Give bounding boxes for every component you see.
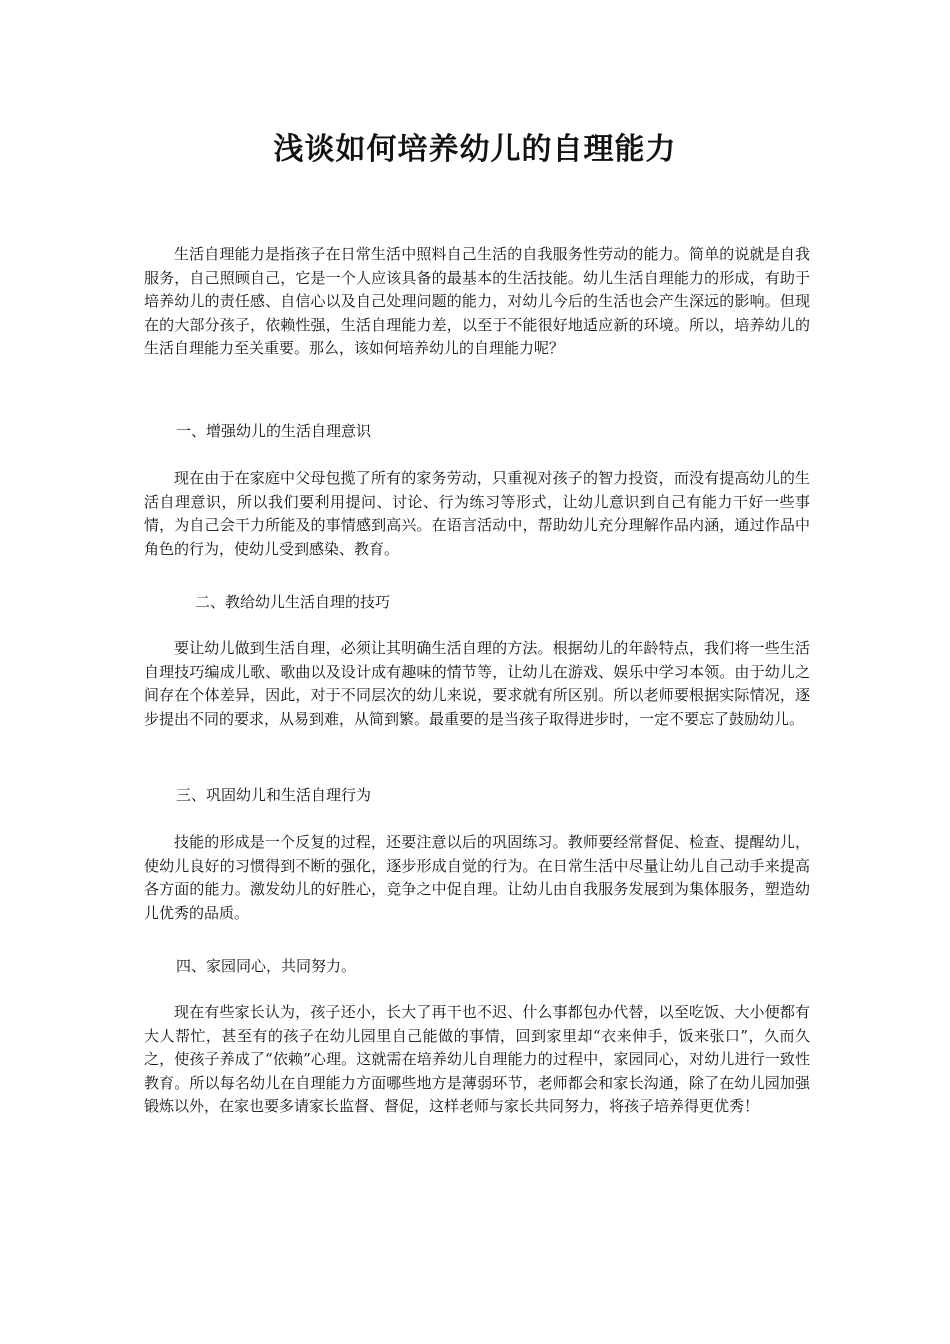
document-title: 浅谈如何培养幼儿的自理能力 <box>273 132 677 167</box>
section-heading-4: 四、家园同心，共同努力。 <box>176 957 357 975</box>
section-paragraph-3: 技能的形成是一个反复的过程，还要注意以后的巩固练习。教师要经常督促、检查、提醒幼儿，使幼儿良好的习惯得到不断的强化，逐步形成自觉的行为。在日常生活中尽量让幼儿自己动手来提高各方面的能力。激发幼儿的好胜心，竞争之中促自理。让幼儿由自我服务发展到为集体服务，塑造幼儿优秀的品质。 <box>144 833 810 922</box>
section-heading-2: 二、教给幼儿生活自理的技巧 <box>195 593 391 611</box>
section-heading-3: 三、巩固幼儿和生活自理行为 <box>176 786 372 804</box>
section-paragraph-1: 现在由于在家庭中父母包揽了所有的家务劳动，只重视对孩子的智力投资，而没有提高幼儿的生活自理意识，所以我们要利用提问、讨论、行为练习等形式，让幼儿意识到自己有能力干好一些事情，为自己会干力所能及的事情感到高兴。在语言活动中，帮助幼儿充分理解作品内涵，通过作品中角色的行为，使幼儿受到感染、教育。 <box>144 469 810 558</box>
section-paragraph-2: 要让幼儿做到生活自理，必须让其明确生活自理的方法。根据幼儿的年龄特点，我们将一些生活自理技巧编成儿歌、歌曲以及设计成有趣味的情节等，让幼儿在游戏、娱乐中学习本领。由于幼儿之间存在个体差异，因此，对于不同层次的幼儿来说，要求就有所区别。所以老师要根据实际情况，逐步提出不同的要求，从易到难，从简到繁。最重要的是当孩子取得进步时，一定不要忘了鼓励幼儿。 <box>144 639 810 728</box>
section-heading-1: 一、增强幼儿的生活自理意识 <box>176 422 372 440</box>
intro-paragraph: 生活自理能力是指孩子在日常生活中照料自己生活的自我服务性劳动的能力。简单的说就是自我服务，自己照顾自己，它是一个人应该具备的最基本的生活技能。幼儿生活自理能力的形成，有助于培养幼儿的责任感、自信心以及自己处理问题的能力，对幼儿今后的生活也会产生深远的影响。但现在的大部分孩子，依赖性强，生活自理能力差，以至于不能很好地适应新的环境。所以，培养幼儿的生活自理能力至关重要。那么，该如何培养幼儿的自理能力呢？ <box>144 245 810 357</box>
section-paragraph-4: 现在有些家长认为，孩子还小，长大了再干也不迟、什么事都包办代替，以至吃饭、大小便都有大人帮忙，甚至有的孩子在幼儿园里自己能做的事情，回到家里却“衣来伸手，饭来张口”，久而久之，使孩子养成了“依赖”心理。这就需在培养幼儿自理能力的过程中，家园同心，对幼儿进行一致性教育。所以每名幼儿在自理能力方面哪些地方是薄弱环节，老师都会和家长沟通，除了在幼儿园加强锻炼以外，在家也要多请家长监督、督促，这样老师与家长共同努力，将孩子培养得更优秀！ <box>144 1003 810 1115</box>
